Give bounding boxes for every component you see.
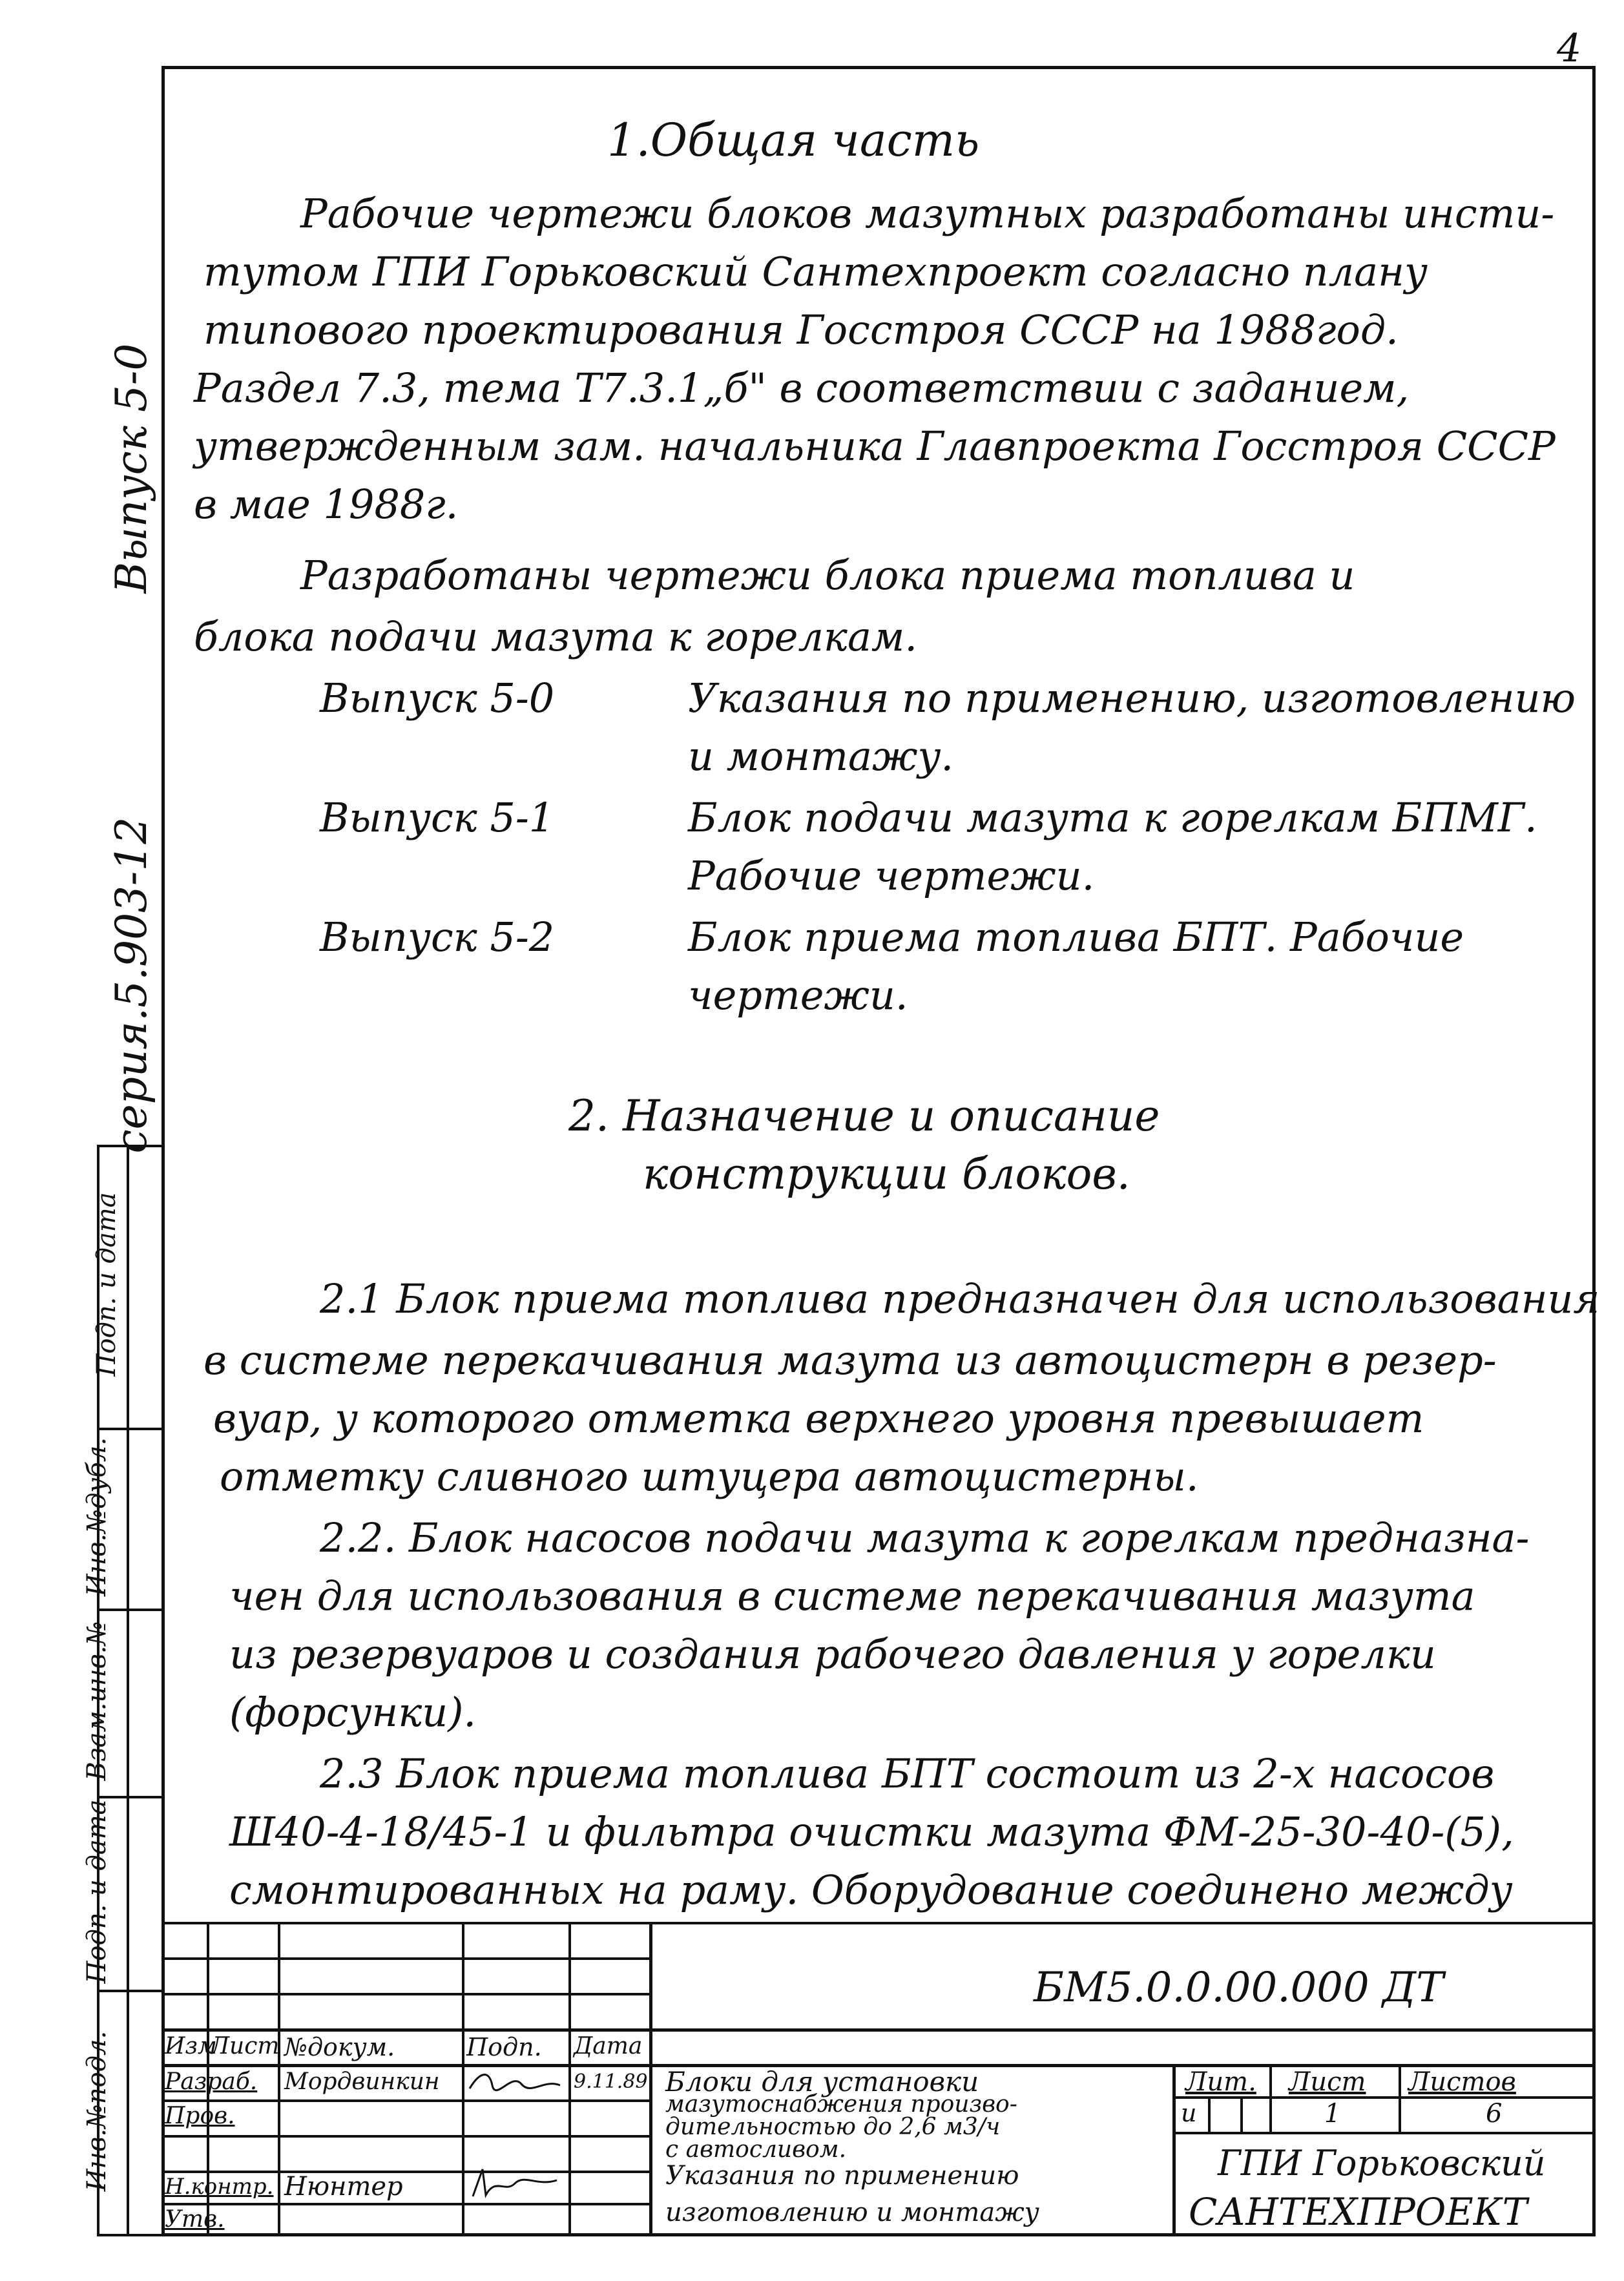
tb-sheets-label: Листов	[1408, 2067, 1516, 2097]
section1-line: Рабочие чертежи блоков мазутных разработаны инсти-	[300, 190, 1555, 237]
section2-line: из резервуаров и создания рабочего давления у горелки	[229, 1630, 1436, 1678]
side-stamp-divider	[127, 1145, 129, 2236]
section2-line: 2.1 Блок приема топлива предназначен для использования	[320, 1275, 1600, 1322]
tb-sheet-label: Лист	[1289, 2067, 1366, 2097]
tb-description: мазутоснабжения произво-	[665, 2091, 1017, 2118]
issue-desc: Блок подачи мазута к горелкам БПМГ.	[688, 794, 1537, 841]
tb-role: Пров.	[165, 2103, 235, 2129]
section1-heading: 1.Общая часть	[607, 114, 980, 167]
section2-line: 2.3 Блок приема топлива БПТ состоит из 2-х насосов	[320, 1750, 1495, 1797]
stamp-inv-dubl: Инв.№дубл.	[82, 1437, 112, 1597]
section2-line: Ш40-4-18/45-1 и фильтра очистки мазута ФМ-25-30-40-(5),	[229, 1808, 1514, 1855]
tb-description: дительностью до 2,6 м3/ч	[665, 2114, 1001, 2140]
tb-signature	[466, 2066, 563, 2097]
section1-line: блока подачи мазута к горелкам.	[194, 613, 918, 660]
issue-desc: и монтажу.	[688, 733, 954, 780]
tb-description: с автосливом.	[665, 2136, 847, 2163]
seriya-label: серия.5.903-12	[107, 817, 156, 1154]
vypusk-label: Выпуск 5-0	[107, 343, 156, 594]
section1-line: утвержденным зам. начальника Главпроекта Госстроя СССР	[194, 422, 1556, 470]
page-number: 4	[1557, 26, 1582, 71]
tb-description: Блоки для установки	[665, 2066, 979, 2098]
tb-signature	[466, 2164, 563, 2205]
issue-name: Выпуск 5-2	[320, 913, 555, 961]
section2-line: (форсунки).	[229, 1689, 477, 1736]
tb-description: изготовлению и монтажу	[665, 2198, 1039, 2227]
section2-heading: конструкции блоков.	[643, 1149, 1130, 1199]
tb-description: Указания по применению	[665, 2161, 1019, 2191]
issue-desc: Указания по применению, изготовлению	[688, 674, 1576, 722]
section1-line: в мае 1988г.	[194, 481, 459, 528]
issue-desc: Рабочие чертежи.	[688, 852, 1095, 899]
tb-lit-value: и	[1181, 2099, 1197, 2127]
issue-name: Выпуск 5-0	[320, 674, 555, 722]
stamp-vzam-inv: Взам.инв.№	[82, 1621, 112, 1781]
organization-name: ГПИ Горьковский	[1218, 2143, 1546, 2183]
section2-line: чен для использования в системе перекачивания мазута	[229, 1572, 1475, 1620]
section2-line: смонтированных на раму. Оборудование соединено между	[229, 1866, 1513, 1913]
tb-sheet-value: 1	[1324, 2099, 1341, 2129]
section2-line: 2.2. Блок насосов подачи мазута к горелкам предназна-	[320, 1514, 1530, 1561]
tb-role: Разраб.	[165, 2068, 258, 2095]
stamp-podp-data-2: Подп. и дата	[82, 1799, 112, 1984]
section1-line: Раздел 7.3, тема Т7.3.1„б" в соответствии с заданием,	[194, 364, 1410, 411]
tb-role: Утв.	[165, 2206, 225, 2233]
issue-desc: чертежи.	[688, 972, 908, 1019]
tb-sheets-value: 6	[1486, 2099, 1503, 2129]
section2-line: отметку сливного штуцера автоцистерны.	[220, 1453, 1199, 1500]
stamp-podp-data-1: Подп. и дата	[92, 1192, 121, 1377]
document-code: БМ5.0.0.00.000 ДТ	[1034, 1964, 1444, 2012]
tb-header-izm: Изм	[165, 2033, 217, 2059]
section1-line: типового проектирования Госстроя СССР на 1988год.	[203, 306, 1399, 353]
tb-name: Мордвинкин	[284, 2068, 440, 2095]
tb-header-list: Лист	[210, 2033, 280, 2059]
stamp-inv-podl: Инв.№подл.	[82, 2030, 112, 2192]
issue-name: Выпуск 5-1	[320, 794, 555, 841]
section2-line: в системе перекачивания мазута из автоцистерн в резер-	[203, 1337, 1497, 1384]
tb-role: Н.контр.	[165, 2174, 274, 2200]
section1-line: тутом ГПИ Горьковский Сантехпроект согласно плану	[203, 248, 1428, 295]
tb-header-dokum: №докум.	[284, 2033, 395, 2061]
tb-header-podp: Подп.	[466, 2033, 542, 2061]
section1-line: Разработаны чертежи блока приема топлива и	[300, 552, 1355, 599]
section2-line: вуар, у которого отметка верхнего уровня превышает	[213, 1395, 1424, 1442]
section2-heading: 2. Назначение и описание	[568, 1091, 1160, 1141]
tb-name: Нюнтер	[284, 2172, 403, 2202]
tb-lit-label: Лит.	[1185, 2067, 1256, 2097]
issue-desc: Блок приема топлива БПТ. Рабочие	[688, 913, 1464, 961]
tb-date: 9.11.89	[574, 2070, 648, 2093]
organization-name: САНТЕХПРОЕКТ	[1189, 2190, 1528, 2234]
tb-header-data: Дата	[574, 2033, 643, 2059]
